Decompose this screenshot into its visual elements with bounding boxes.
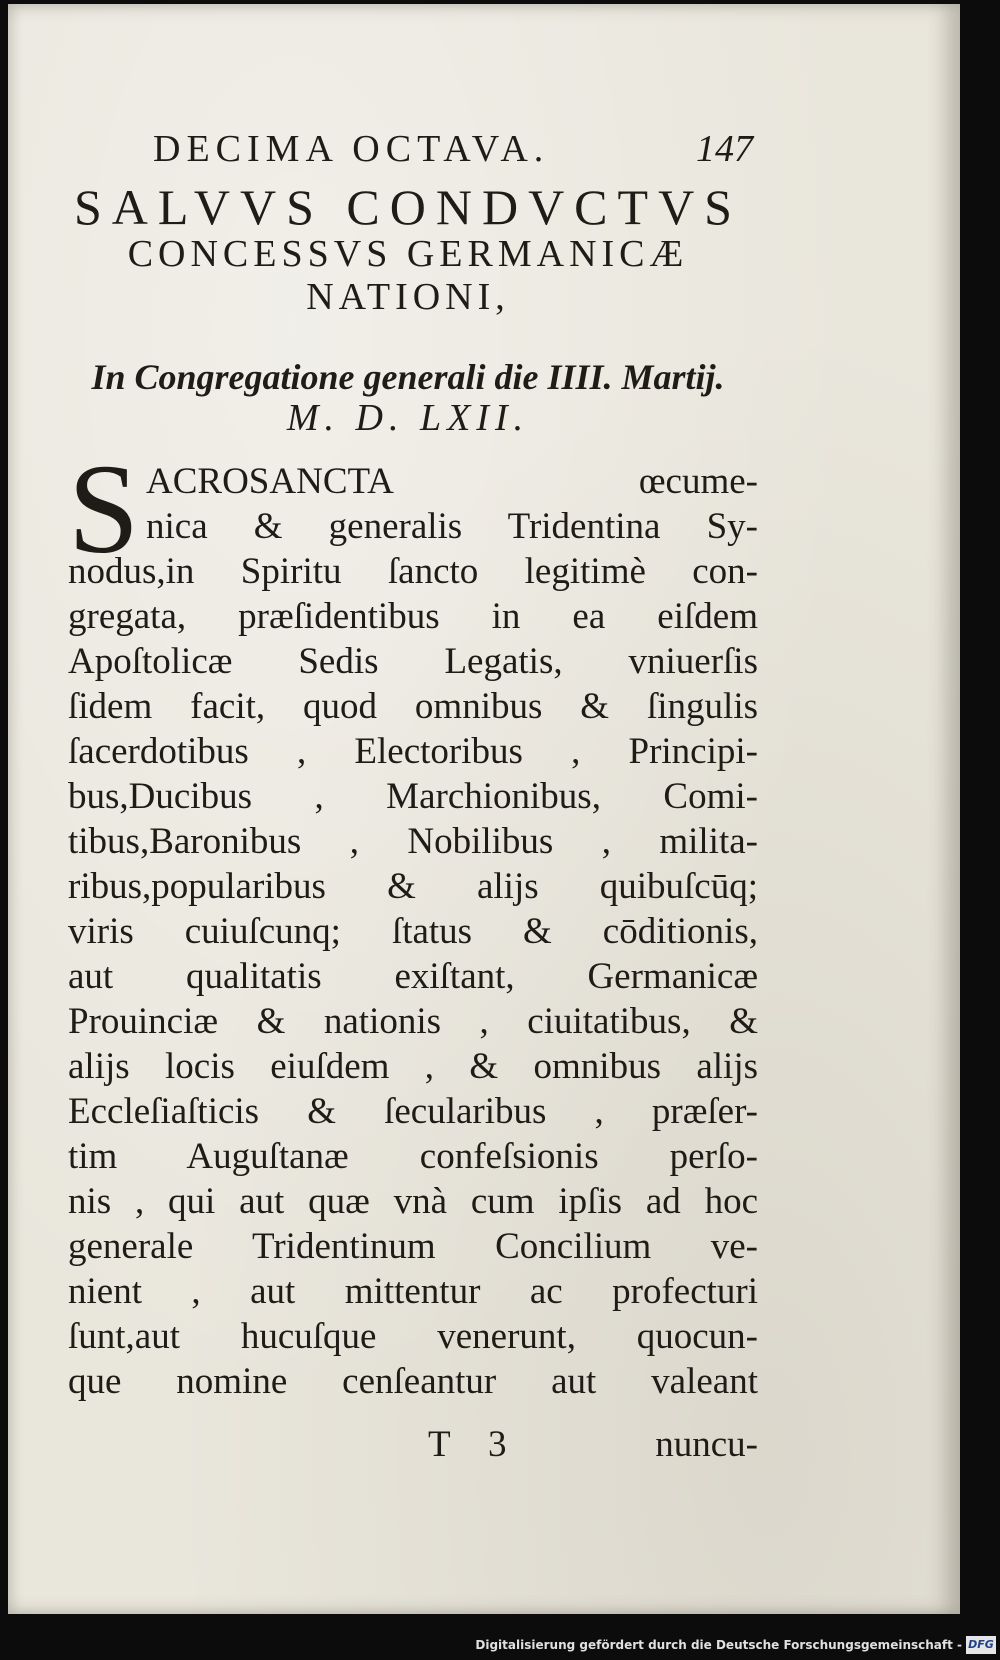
text-line: ACROSANCTA œcume- [146,461,758,502]
text-line: tibus,Baronibus , Nobilibus , milita- [68,821,758,862]
dfg-logo: DFG [966,1636,996,1654]
text-line: nica & generalis Tridentina Sy- [146,506,758,547]
title-line-2: CONCESSVS GERMANICÆ [127,233,689,275]
text-line: ſunt,aut hucuſque venerunt, quocun- [68,1316,758,1357]
text-line: ſacerdotibus , Electoribus , Principi- [68,731,758,772]
text-line: nis , qui aut quæ vnà cum ipſis ad hoc [68,1181,758,1222]
drop-cap: S [68,438,140,580]
text-line: nient , aut mittentur ac profecturi [68,1271,758,1312]
dateline-2: M. D. LXII. [286,397,530,439]
text-line: que nomine cenſeantur aut valeant [68,1361,758,1402]
text-line: ſidem facit, quod omnibus & ſingulis [68,686,758,727]
book-page [8,4,960,1614]
title-line-1: SALVVS CONDVCTVS [74,179,742,235]
text-line: Eccleſiaſticis & ſecularibus , præſer- [68,1091,758,1132]
funding-notice: Digitalisierung gefördert durch die Deutsche Forschungsgemeinschaft - [475,1638,962,1652]
text-line: ribus,popularibus & alijs quibuſcūq; [68,866,758,907]
page-number: 147 [696,128,753,170]
text-line: alijs locis eiuſdem , & omnibus alijs [68,1046,758,1087]
title-line-3: NATIONI, [306,276,510,318]
text-line: gregata, præſidentibus in ea eiſdem [68,596,758,637]
text-line: viris cuiuſcunq; ſtatus & cōditionis, [68,911,758,952]
signature-number: 3 [488,1424,507,1465]
body-text [68,438,758,1404]
text-line: nodus,in Spiritu ſancto legitimè con- [68,551,758,592]
text-line: Apoſtolicæ Sedis Legatis, vniuerſis [68,641,758,682]
signature-mark: T [428,1424,451,1465]
dateline-1: In Congregatione generali die IIII. Martij. [91,357,725,397]
text-line: tim Auguſtanæ confeſsionis perſo- [68,1136,758,1177]
catchline [68,1422,758,1472]
text-line: bus,Ducibus , Marchionibus, Comi- [68,776,758,817]
catchword: nuncu- [655,1424,758,1465]
text-line: Prouinciæ & nationis , ciuitatibus, & [68,1001,758,1042]
text-line: generale Tridentinum Concilium ve- [68,1226,758,1267]
running-head-title: DECIMA OCTAVA. [153,128,550,170]
text-line: aut qualitatis exiſtant, Germanicæ [68,956,758,997]
footer-bar [0,1632,1000,1660]
running-head [153,127,753,179]
